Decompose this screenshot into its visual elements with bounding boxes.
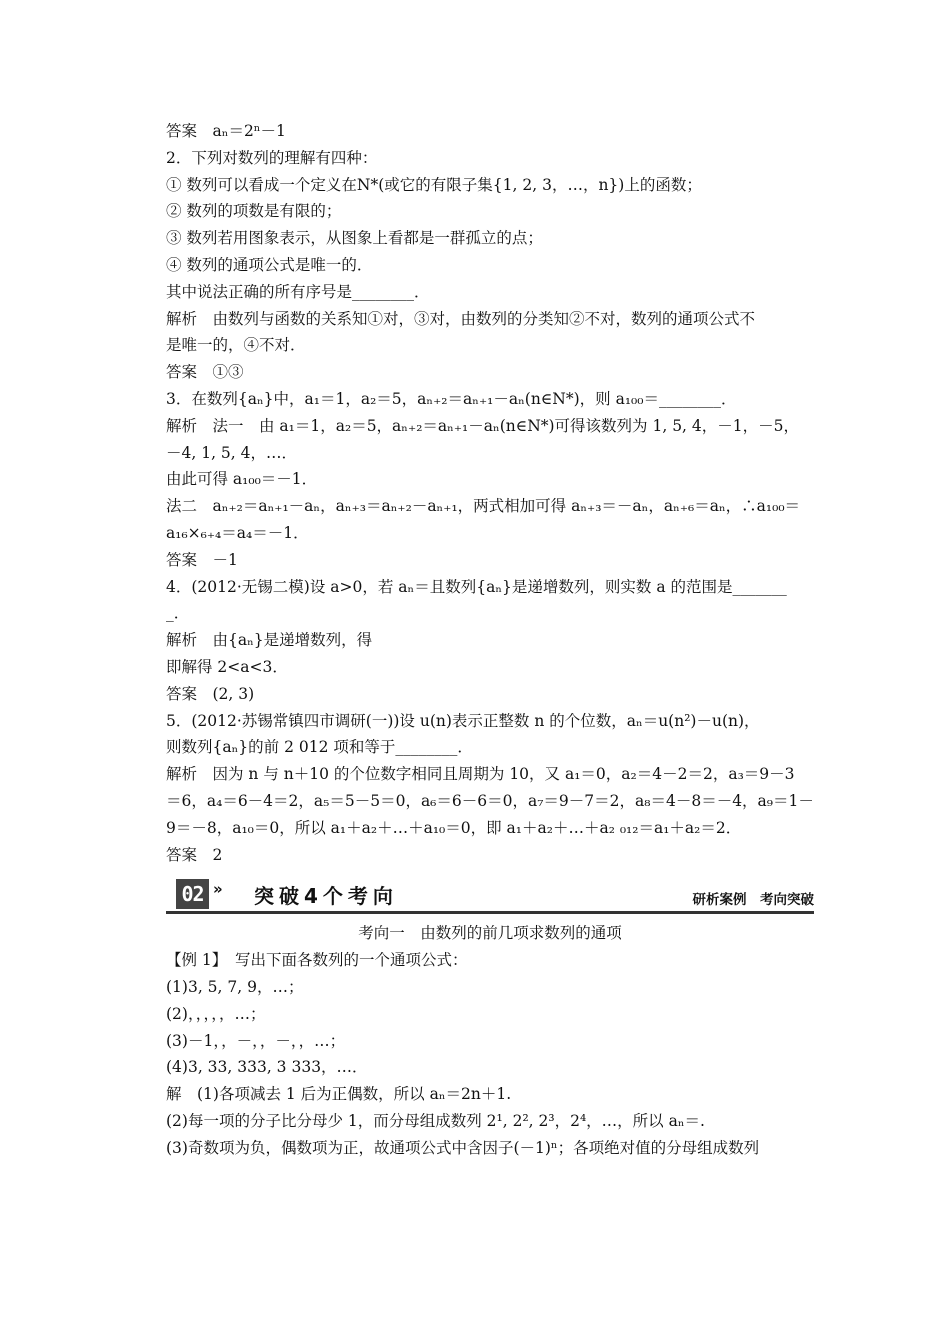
text-line: 解析 由{aₙ}是递增数列，得 — [166, 631, 373, 650]
text-line: (1)3, 5, 7, 9，…； — [166, 977, 304, 996]
text-line: 由此可得 a₁₀₀＝－1． — [166, 470, 318, 489]
text-line: ＝6，a₄＝6－4＝2，a₅＝5－5＝0，a₆＝6－6＝0，a₇＝9－7＝2，a₈＝4－8＝－4，a₉＝1－ — [166, 791, 814, 810]
text-line: ③ 数列若用图象表示，从图象上看都是一群孤立的点； — [166, 229, 543, 248]
banner-title: 突破4个考向 — [254, 884, 398, 909]
text-line: ① 数列可以看成一个定义在N*(或它的有限子集{1, 2, 3，…，n})上的函数； — [166, 175, 702, 194]
section-number-badge: 02 — [176, 879, 209, 909]
text-line: (3)－1，，－，，－，，…； — [166, 1031, 346, 1050]
text-line: 解 (1)各项减去 1 后为正偶数，所以 aₙ＝2n＋1. — [166, 1085, 512, 1104]
banner-underline — [166, 911, 814, 914]
text-line: (3)奇数项为负，偶数项为正，故通项公式中含因子(－1)ⁿ；各项绝对值的分母组成数列 — [166, 1138, 760, 1157]
text-line: 答案 ①③ — [166, 363, 244, 382]
section-banner — [166, 876, 814, 914]
text-line: 即解得 2<a<3． — [166, 657, 288, 676]
text-line: _． — [166, 604, 190, 623]
text-line: 其中说法正确的所有序号是________． — [166, 282, 430, 301]
text-line: 4．(2012·无锡二模)设 a>0，若 aₙ＝且数列{aₙ}是递增数列，则实数 a 的范围是_______ — [166, 577, 787, 596]
text-line: 【例 1】 写出下面各数列的一个通项公式： — [166, 951, 468, 970]
text-line: 2．下列对数列的理解有四种： — [166, 148, 378, 167]
text-line: 5．(2012·苏锡常镇四市调研(一))设 u(n)表示正整数 n 的个位数，aₙ＝u(n²)－u(n)， — [166, 711, 760, 730]
text-line: 法二 aₙ₊₂＝aₙ₊₁－aₙ，aₙ₊₃＝aₙ₊₂－aₙ₊₁，两式相加可得 aₙ₊₃＝－aₙ，aₙ₊₆＝aₙ，∴a₁₀₀＝ — [166, 497, 801, 516]
text-line: 是唯一的，④不对． — [166, 336, 306, 355]
text-line: 解析 因为 n 与 n＋10 的个位数字相同且周期为 10，又 a₁＝0，a₂＝4－2＝2，a₃＝9－3 — [166, 765, 795, 784]
text-line: 答案 －1 — [166, 550, 238, 569]
double-chevron-icon: » — [213, 880, 223, 899]
text-line: 则数列{aₙ}的前 2 012 项和等于________． — [166, 738, 473, 757]
text-line: a₁₆×₆₊₄＝a₄＝－1． — [166, 523, 309, 542]
text-line: 解析 由数列与函数的关系知①对，③对，由数列的分类知②不对，数列的通项公式不 — [166, 309, 756, 328]
text-line: －4, 1, 5, 4，…． — [166, 443, 298, 462]
banner-subtitle: 研析案例 考向突破 — [692, 892, 814, 909]
text-line: ④ 数列的通项公式是唯一的． — [166, 255, 373, 274]
bottom-text-block — [166, 947, 814, 1161]
text-line: 答案 2 — [166, 845, 223, 864]
document-page — [166, 118, 814, 1161]
text-line: 答案 (2, 3) — [166, 684, 255, 703]
section-heading: 考向一 由数列的前几项求数列的通项 — [358, 924, 622, 943]
text-line: ② 数列的项数是有限的； — [166, 202, 342, 221]
text-line: (2)每一项的分子比分母少 1，而分母组成数列 2¹, 2², 2³，2⁴，…，所以 aₙ＝. — [166, 1111, 705, 1130]
text-line: 解析 法一 由 a₁＝1，a₂＝5，aₙ₊₂＝aₙ₊₁－aₙ(n∈N*)可得该数列为 1, 5, 4，－1，－5， — [166, 416, 799, 435]
top-text-block — [166, 118, 814, 868]
text-line: 3．在数列{aₙ}中，a₁＝1，a₂＝5，aₙ₊₂＝aₙ₊₁－aₙ(n∈N*)，则 a₁₀₀＝________． — [166, 389, 737, 408]
text-line: 答案 aₙ＝2ⁿ－1 — [166, 122, 286, 140]
text-line: 9＝－8，a₁₀＝0，所以 a₁＋a₂＋…＋a₁₀＝0，即 a₁＋a₂＋…＋a₂ ₀₁₂＝a₁＋a₂＝2． — [166, 818, 742, 837]
text-line: (2)，，，，，…； — [166, 1004, 266, 1023]
text-line: (4)3, 33, 333, 3 333，…． — [166, 1058, 368, 1077]
